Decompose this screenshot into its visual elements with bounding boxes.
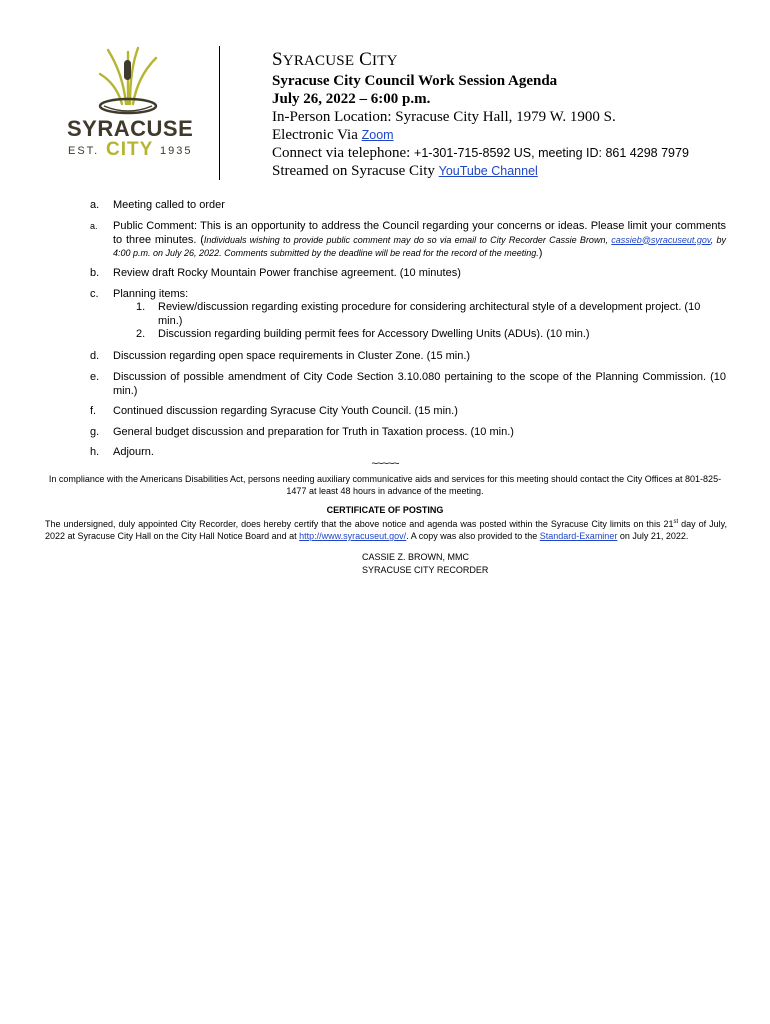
logo-year: 1935: [160, 145, 193, 157]
item-label: g.: [90, 426, 100, 438]
stream-line: [272, 162, 752, 180]
public-comment-note: Individuals wishing to provide public comment may do so via email to City Recorder Cassie Brown,: [203, 234, 612, 245]
org-rest-1: YRACUSE: [282, 53, 355, 69]
cert-text-1: The undersigned, duly appointed City Recorder, does hereby certify that the above notice and agenda was posted within the Syracuse City limits on this 21: [45, 519, 674, 529]
item-label: a.: [90, 199, 100, 211]
item-text: Planning items:: [113, 288, 189, 300]
signer-name: CASSIE Z. BROWN, MMC: [362, 552, 470, 562]
cert-text-2: day of July, 2022 at Syracuse City Hall on the City Hall Notice Board and at: [45, 519, 728, 541]
meeting-date: July 26, 2022 – 6:00 p.m.: [272, 91, 431, 107]
item-text: Review draft Rocky Mountain Power franchise agreement. (10 minutes): [113, 267, 461, 279]
separator-tildes: ~~~~~: [371, 458, 399, 470]
phone-line: [272, 144, 752, 162]
org-initial-2: C: [359, 49, 373, 70]
electronic-line: [272, 126, 752, 144]
item-label: d.: [90, 350, 100, 362]
item-text: [113, 220, 726, 261]
item-label: f.: [90, 405, 97, 417]
org-name: [272, 49, 752, 72]
cert-text-3: . A copy was also provided to the: [406, 531, 540, 541]
item-text: Adjourn.: [113, 446, 154, 458]
public-comment-close: ): [538, 247, 543, 259]
item-label: e.: [90, 371, 100, 383]
item-text: Discussion of possible amendment of City Code Section 3.10.080 pertaining to the scope of the Planning Commission. (10 min.): [113, 371, 726, 397]
header-divider: [219, 46, 220, 180]
sub-item-text: Discussion regarding building permit fees for Accessory Dwelling Units (ADUs). (10 min.): [158, 328, 590, 340]
stream-prefix: Streamed on Syracuse City: [272, 163, 439, 179]
logo-est: EST.: [68, 145, 100, 157]
item-text: Discussion regarding open space requirements in Cluster Zone. (15 min.): [113, 350, 471, 362]
certificate-body: [45, 516, 727, 542]
city-website-link[interactable]: http://www.syracuseut.gov/: [299, 531, 407, 541]
public-comment-text: Public Comment: This is an opportunity to address the Council regarding your concerns or ideas. Please limit your comments to three minutes. (: [113, 220, 726, 246]
logo-wordmark: SYRACUSE: [67, 116, 194, 141]
item-label: b.: [90, 267, 100, 279]
phone-detail: +1-301-715-8592 US, meeting ID: 861 4298 7979: [414, 146, 689, 160]
sub-item-number: 1.: [136, 301, 146, 313]
ada-notice: In compliance with the Americans Disabilities Act, persons needing auxiliary communicative aids and services for this meeting should contact the City Offices at 801-825-1477 at least 48 hours in advance of the meeting.: [48, 474, 722, 496]
cert-superscript: st: [673, 519, 679, 525]
signature-block: [362, 551, 488, 577]
item-text: Continued discussion regarding Syracuse City Youth Council. (15 min.): [113, 405, 458, 417]
public-comment-note-2: , by 4:00 p.m. on July 26, 2022. Comments submitted by the deadline will be read for the record of the meeting.: [113, 234, 726, 258]
recorder-email-link[interactable]: cassieb@syracuseut.gov: [611, 234, 711, 245]
youtube-link[interactable]: YouTube Channel: [438, 164, 538, 178]
zoom-link[interactable]: Zoom: [361, 128, 394, 142]
meeting-location: In-Person Location: Syracuse City Hall, 1979 W. 1900 S.: [272, 109, 616, 125]
cert-text-4: on July 21, 2022.: [617, 531, 689, 541]
org-initial-1: S: [272, 49, 283, 70]
item-label: h.: [90, 446, 100, 458]
agenda-header: [272, 49, 752, 180]
cattail-emblem-icon: [60, 44, 200, 124]
agenda-title: Syracuse City Council Work Session Agenda: [272, 73, 558, 89]
logo-city: CITY: [106, 139, 154, 160]
signer-title: SYRACUSE CITY RECORDER: [362, 565, 489, 575]
item-text: Meeting called to order: [113, 199, 225, 211]
sub-item-number: 2.: [136, 328, 146, 340]
item-label: a.: [90, 221, 98, 231]
item-label: c.: [90, 288, 99, 300]
phone-prefix: Connect via telephone:: [272, 145, 415, 161]
syracuse-city-logo: [60, 44, 200, 169]
org-rest-2: ITY: [372, 53, 398, 69]
electronic-prefix: Electronic Via: [272, 127, 362, 143]
certificate-title: CERTIFICATE OF POSTING: [326, 505, 444, 515]
standard-examiner-link[interactable]: Standard-Examiner: [539, 531, 618, 541]
item-text: General budget discussion and preparation for Truth in Taxation process. (10 min.): [113, 426, 514, 438]
sub-item-text: Review/discussion regarding existing procedure for considering architectural style of a development project. (10 min.): [158, 301, 701, 327]
